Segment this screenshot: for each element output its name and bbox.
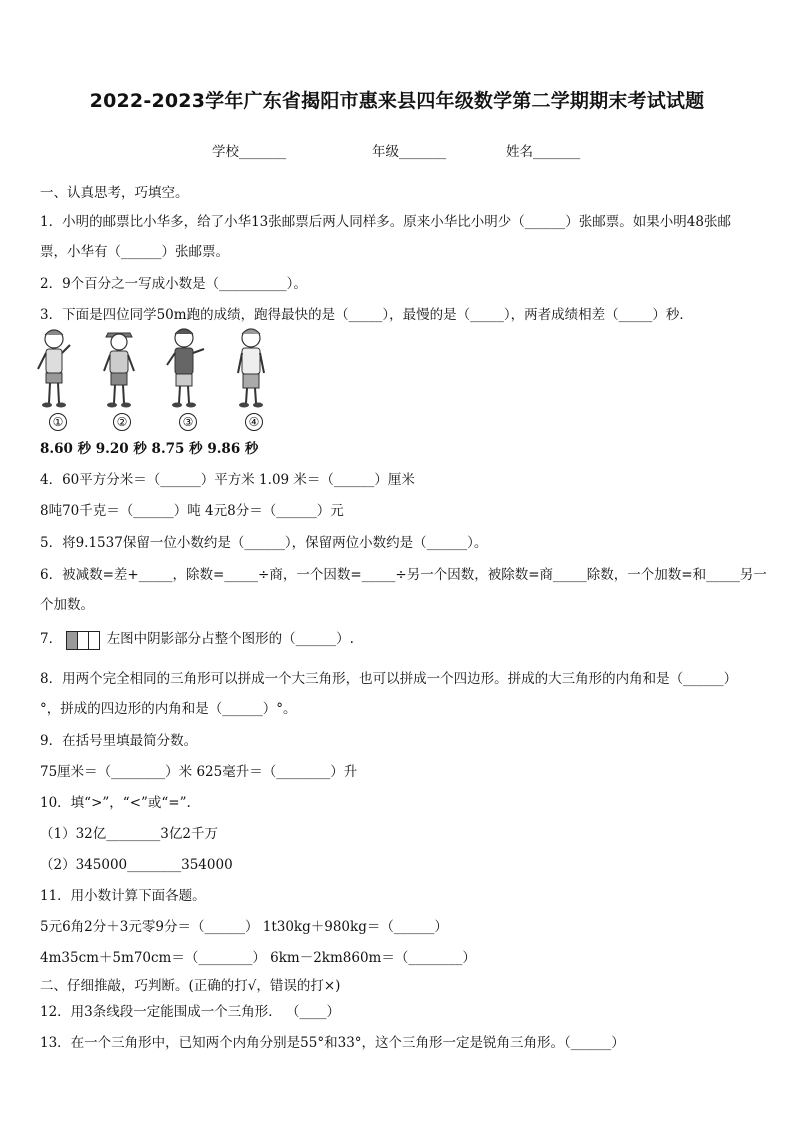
question-11-line-2: 4m35cm＋5m70cm＝（________） 6km－2km860m＝（________） — [40, 950, 476, 966]
question-4-line-2: 8吨70千克＝（______）吨 4元8分＝（______）元 — [40, 503, 344, 519]
question-5: 5．将9.1537保留一位小数约是（______），保留两位小数约是（______）。 — [40, 535, 488, 551]
question-8-line-2: °，拼成的四边形的内角和是（______）°。 — [40, 701, 297, 717]
question-11-line-1: 5元6角2分＋3元零9分＝（______） 1t30kg＋980kg＝（______） — [40, 919, 448, 935]
question-7-number: 7． — [40, 631, 63, 647]
runner-2-illustration — [96, 325, 144, 410]
question-9: 9．在括号里填最简分数。 — [40, 733, 198, 749]
name-field: 姓名_______ — [506, 144, 581, 160]
page-title: 2022-2023学年广东省揭阳市惠来县四年级数学第二学期期末考试试题 — [89, 90, 705, 112]
school-field: 学校_______ — [212, 144, 287, 160]
question-1-line-2: 票，小华有（______）张邮票。 — [40, 244, 229, 260]
question-13: 13．在一个三角形中，已知两个内角分别是55°和33°，这个三角形一定是锐角三角形。（______） — [40, 1035, 625, 1051]
question-4-line-1: 4．60平方分米＝（______）平方米 1.09 米＝（______）厘米 — [40, 472, 415, 488]
question-10-part-2: （2）345000________354000 — [40, 857, 233, 873]
question-6-line-2: 个加数。 — [40, 597, 94, 613]
question-10: 10．填“>”，“<”或“=”. — [40, 795, 191, 811]
runner-1-label: ① — [49, 413, 67, 431]
section-2-heading: 二、仔细推敲，巧判断。(正确的打√，错误的打×) — [40, 978, 341, 994]
runner-3-label: ③ — [179, 413, 197, 431]
shaded-rectangle-figure — [66, 631, 100, 649]
section-1-heading: 一、认真思考，巧填空。 — [40, 185, 189, 201]
grade-field: 年级_______ — [372, 144, 447, 160]
question-9-items: 75厘米＝（________）米 625毫升＝（________）升 — [40, 764, 358, 780]
runner-3-illustration — [162, 325, 210, 410]
question-8-line-1: 8．用两个完全相同的三角形可以拼成一个大三角形，也可以拼成一个四边形。拼成的大三角形的内角和是（______） — [40, 671, 738, 687]
question-7-text: 左图中阴影部分占整个图形的（______）. — [106, 631, 354, 647]
runner-4-illustration — [228, 325, 276, 410]
question-3-times: 8.60 秒 9.20 秒 8.75 秒 9.86 秒 — [40, 441, 259, 457]
runner-4-label: ④ — [245, 413, 263, 431]
question-2: 2．9个百分之一写成小数是（__________）。 — [40, 276, 307, 292]
question-3: 3．下面是四位同学50m跑的成绩，跑得最快的是（_____），最慢的是（_____），两者成绩相差（_____）秒． — [40, 307, 693, 323]
runner-1-illustration — [32, 325, 80, 410]
unshaded-part-2 — [88, 631, 100, 650]
question-6-line-1: 6．被减数=差+_____，除数=_____÷商，一个因数=_____÷另一个因数，被除数=商_____除数，一个加数=和_____另一 — [40, 567, 767, 583]
question-7 — [40, 627, 760, 649]
question-11: 11．用小数计算下面各题。 — [40, 888, 206, 904]
runners-figure — [32, 325, 272, 430]
question-12: 12．用3条线段一定能围成一个三角形． （____） — [40, 1004, 341, 1020]
question-10-part-1: （1）32亿________3亿2千万 — [40, 826, 218, 842]
runner-2-label: ② — [113, 413, 131, 431]
question-1-line-1: 1．小明的邮票比小华多，给了小华13张邮票后两人同样多。原来小华比小明少（______）张邮票。如果小明48张邮 — [40, 214, 731, 230]
